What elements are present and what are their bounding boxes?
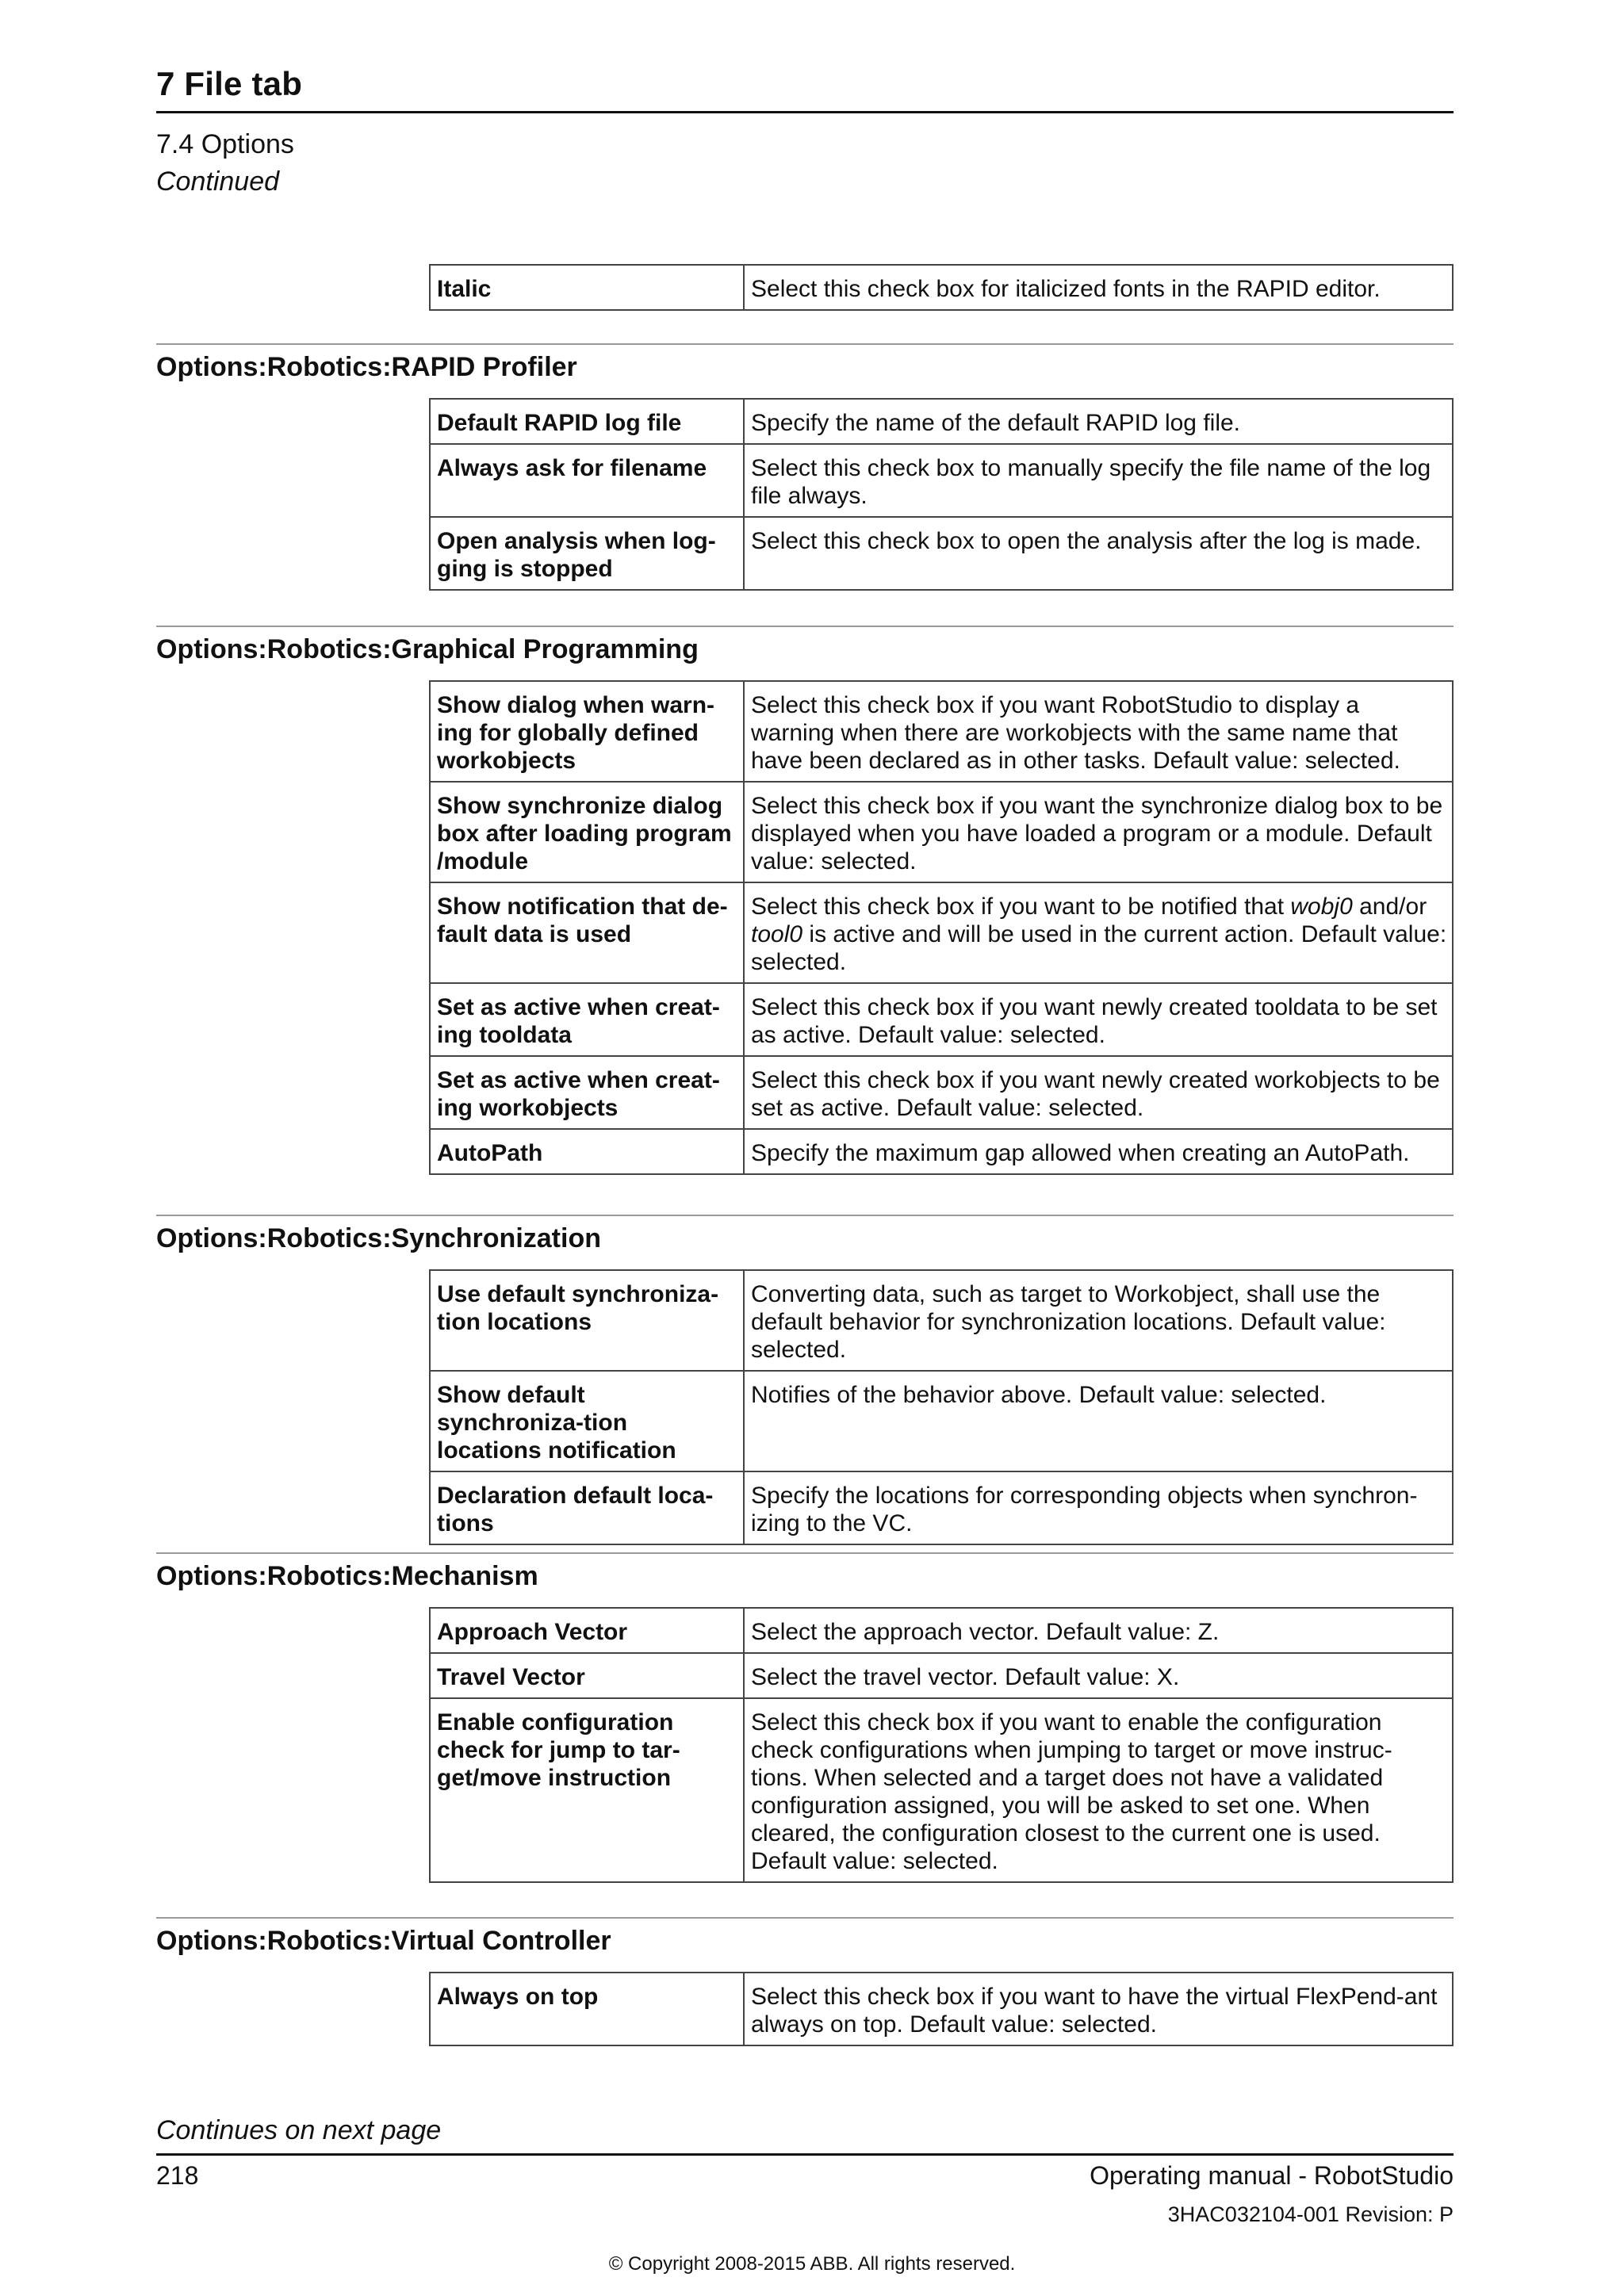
description-italic-term: tool0 <box>751 921 803 947</box>
section-rule <box>156 1917 1454 1919</box>
option-description <box>744 882 1453 983</box>
section-rule <box>156 343 1454 345</box>
option-description: Select the approach vector. Default value: Z. <box>744 1608 1453 1653</box>
table-row <box>430 1129 1453 1174</box>
option-name: Declaration default loca-tions <box>430 1471 744 1544</box>
table-row <box>430 882 1453 983</box>
option-description: Specify the locations for corresponding objects when synchron-izing to the VC. <box>744 1471 1453 1544</box>
option-name: Show notification that de-fault data is used <box>430 882 744 983</box>
option-description: Select this check box if you want to enable the configuration check configurations when jumping to target or move instruc-tions. When selected and a target does not have a validated configuration assigned, you will be asked to set one. When cleared, the configuration closest to the current one is used. Default value: selected. <box>744 1698 1453 1882</box>
description-text: and/or <box>1352 894 1427 920</box>
description-italic-term: wobj0 <box>1290 894 1353 920</box>
options-table-virtual-controller <box>429 1972 1454 2046</box>
option-description: Converting data, such as target to Workobject, shall use the default behavior for synchronization locations. Default value: selected. <box>744 1270 1453 1371</box>
manual-title: Operating manual - RobotStudio <box>1090 2161 1454 2190</box>
option-description: Select this check box if you want newly created tooldata to be set as active. Default value: selected. <box>744 983 1453 1056</box>
table-row <box>430 1056 1453 1129</box>
option-name: Default RAPID log file <box>430 399 744 444</box>
table-row <box>430 983 1453 1056</box>
options-table-rapid-profiler <box>429 398 1454 591</box>
option-description: Notifies of the behavior above. Default value: selected. <box>744 1371 1453 1471</box>
section-rule <box>156 626 1454 627</box>
continued-label: Continued <box>156 166 280 197</box>
section-heading-mechanism: Options:Robotics:Mechanism <box>156 1561 538 1591</box>
table-row <box>430 399 1453 444</box>
copyright-notice: © Copyright 2008-2015 ABB. All rights reserved. <box>608 2253 1016 2275</box>
table-row <box>430 1471 1453 1544</box>
table-row <box>430 444 1453 517</box>
options-table-editor <box>429 264 1454 311</box>
table-row <box>430 1973 1453 2045</box>
option-description: Select this check box if you want to have the virtual FlexPend-ant always on top. Default value: selected. <box>744 1973 1453 2045</box>
option-name: Open analysis when log-ging is stopped <box>430 517 744 590</box>
page-number: 218 <box>156 2161 199 2190</box>
section-rule <box>156 1552 1454 1554</box>
table-row <box>430 782 1453 882</box>
chapter-title: 7 File tab <box>156 65 303 102</box>
option-description: Select this check box if you want newly created workobjects to be set as active. Default value: selected. <box>744 1056 1453 1129</box>
description-text: is active and will be used in the current action. Default value: selected. <box>751 921 1447 975</box>
option-name: Enable configuration check for jump to tar-get/move instruction <box>430 1698 744 1882</box>
option-name: AutoPath <box>430 1129 744 1174</box>
document-id: 3HAC032104-001 Revision: P <box>1167 2202 1454 2226</box>
options-table-mechanism <box>429 1607 1454 1883</box>
option-description: Select this check box to open the analysis after the log is made. <box>744 517 1453 590</box>
continues-on-next-page: Continues on next page <box>156 2115 442 2145</box>
options-table-synchronization <box>429 1269 1454 1545</box>
option-description: Select this check box to manually specify the file name of the log file always. <box>744 444 1453 517</box>
option-name: Italic <box>430 265 744 310</box>
option-name: Use default synchroniza-tion locations <box>430 1270 744 1371</box>
section-heading-virtual-controller: Options:Robotics:Virtual Controller <box>156 1926 611 1956</box>
table-row <box>430 265 1453 310</box>
option-name: Approach Vector <box>430 1608 744 1653</box>
option-description: Select this check box if you want RobotStudio to display a warning when there are workobjects with the same name that have been declared as in other tasks. Default value: selected. <box>744 681 1453 782</box>
option-name: Always ask for filename <box>430 444 744 517</box>
header-rule <box>156 111 1454 113</box>
footer-rule <box>156 2153 1454 2156</box>
option-description: Select this check box if you want the synchronize dialog box to be displayed when you have loaded a program or a module. Default value: selected. <box>744 782 1453 882</box>
description-text: Select this check box if you want to be notified that <box>751 894 1291 920</box>
option-name: Always on top <box>430 1973 744 2045</box>
options-table-graphical-programming <box>429 680 1454 1175</box>
section-heading-synchronization: Options:Robotics:Synchronization <box>156 1223 601 1253</box>
table-row <box>430 681 1453 782</box>
table-row <box>430 1653 1453 1698</box>
table-row <box>430 1698 1453 1882</box>
section-title: 7.4 Options <box>156 129 294 159</box>
option-name: Travel Vector <box>430 1653 744 1698</box>
option-name: Set as active when creat-ing tooldata <box>430 983 744 1056</box>
section-heading-graphical-programming: Options:Robotics:Graphical Programming <box>156 634 699 664</box>
option-description: Select the travel vector. Default value: X. <box>744 1653 1453 1698</box>
option-name: Show dialog when warn-ing for globally defined workobjects <box>430 681 744 782</box>
table-row <box>430 1371 1453 1471</box>
table-row <box>430 1270 1453 1371</box>
option-description: Select this check box for italicized fonts in the RAPID editor. <box>744 265 1453 310</box>
option-description: Specify the maximum gap allowed when creating an AutoPath. <box>744 1129 1453 1174</box>
table-row <box>430 1608 1453 1653</box>
option-name: Show synchronize dialog box after loading program /module <box>430 782 744 882</box>
table-row <box>430 517 1453 590</box>
section-rule <box>156 1215 1454 1216</box>
option-description: Specify the name of the default RAPID log file. <box>744 399 1453 444</box>
option-name: Set as active when creat-ing workobjects <box>430 1056 744 1129</box>
option-name: Show default synchroniza-tion locations notification <box>430 1371 744 1471</box>
section-heading-rapid-profiler: Options:Robotics:RAPID Profiler <box>156 352 577 382</box>
